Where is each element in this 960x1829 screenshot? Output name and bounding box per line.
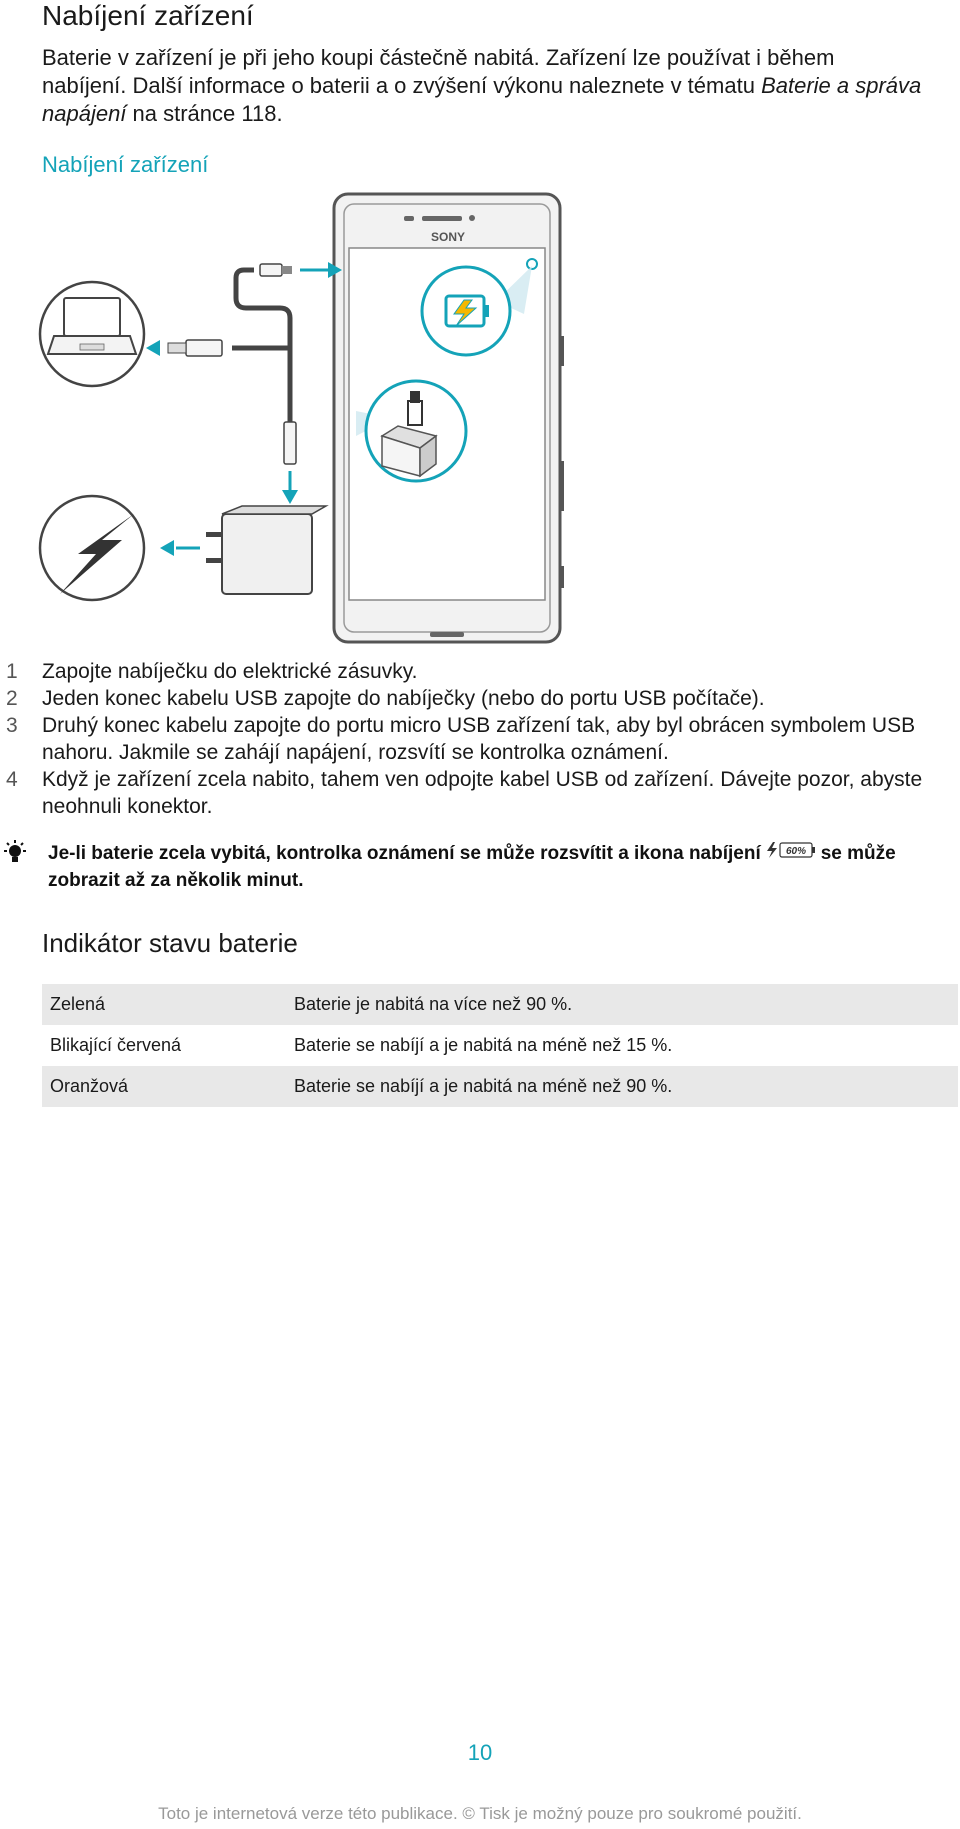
step-text: Jeden konec kabelu USB zapojte do nabíječky (nebo do portu USB počítače).: [42, 687, 765, 710]
step-text: Když je zařízení zcela nabito, tahem ven odpojte kabel USB od zařízení. Dávejte pozor, abyste neohnuli konektor.: [42, 768, 923, 818]
indicator-meaning: Baterie je nabitá na více než 90 %.: [286, 984, 958, 1025]
intro-link[interactable]: Baterie a správa napájení: [42, 73, 922, 126]
step-item: [0, 658, 960, 685]
indicator-color: Oranžová: [42, 1066, 286, 1107]
tip-text: [48, 840, 948, 894]
table-row: [42, 984, 958, 1025]
phone-brand: SONY: [430, 230, 466, 244]
charging-illustration: [36, 186, 576, 653]
indicator-meaning: Baterie se nabíjí a je nabitá na méně než 15 %.: [294, 1035, 673, 1055]
table-row: [42, 1066, 958, 1107]
step-number: 3: [6, 714, 18, 737]
battery-indicator-table: [42, 984, 958, 1107]
page-footer: Toto je internetová verze této publikace. © Tisk je možný pouze pro soukromé použití.: [158, 1804, 802, 1823]
step-number: 4: [6, 768, 18, 791]
step-item: [0, 712, 960, 766]
indicator-color: Zelená: [42, 984, 286, 1025]
step-text: Zapojte nabíječku do elektrické zásuvky.: [42, 660, 418, 683]
indicator-color: Blikající červená: [50, 1035, 182, 1055]
page-number: 10: [467, 1740, 493, 1765]
section-title: Indikátor stavu baterie: [42, 928, 298, 958]
steps-list: [0, 658, 960, 820]
step-item: [0, 766, 960, 820]
intro-tail: na stránce 118.: [126, 101, 283, 126]
battery-percent: 60%: [785, 846, 806, 857]
page-title: Nabíjení zařízení: [42, 0, 254, 31]
charging-battery-icon: [765, 840, 817, 868]
intro-paragraph: [42, 44, 922, 128]
tip-text-before: Je-li baterie zcela vybitá, kontrolka oznámení se může rozsvítit a ikona nabíjení: [48, 843, 761, 865]
figure-subheading: Nabíjení zařízení: [42, 152, 209, 177]
intro-text: Baterie v zařízení je při jeho koupi částečně nabitá. Zařízení lze používat i během nabíjení. Další informace o baterii a o zvýšení výkonu naleznete v tématu: [42, 45, 835, 98]
step-item: [0, 685, 960, 712]
step-text: Druhý konec kabelu zapojte do portu micro USB zařízení tak, aby byl obrácen symbolem USB nahoru. Jakmile se zahájí napájení, rozsvítí se kontrolka oznámení.: [42, 714, 916, 764]
table-row: [42, 1025, 958, 1066]
tip-text-after: se může zobrazit až za několik minut.: [48, 843, 896, 891]
step-number: 1: [6, 660, 18, 683]
lightbulb-icon: [2, 840, 28, 871]
indicator-meaning: Baterie se nabíjí a je nabitá na méně než 90 %.: [286, 1066, 958, 1107]
step-number: 2: [6, 687, 18, 710]
